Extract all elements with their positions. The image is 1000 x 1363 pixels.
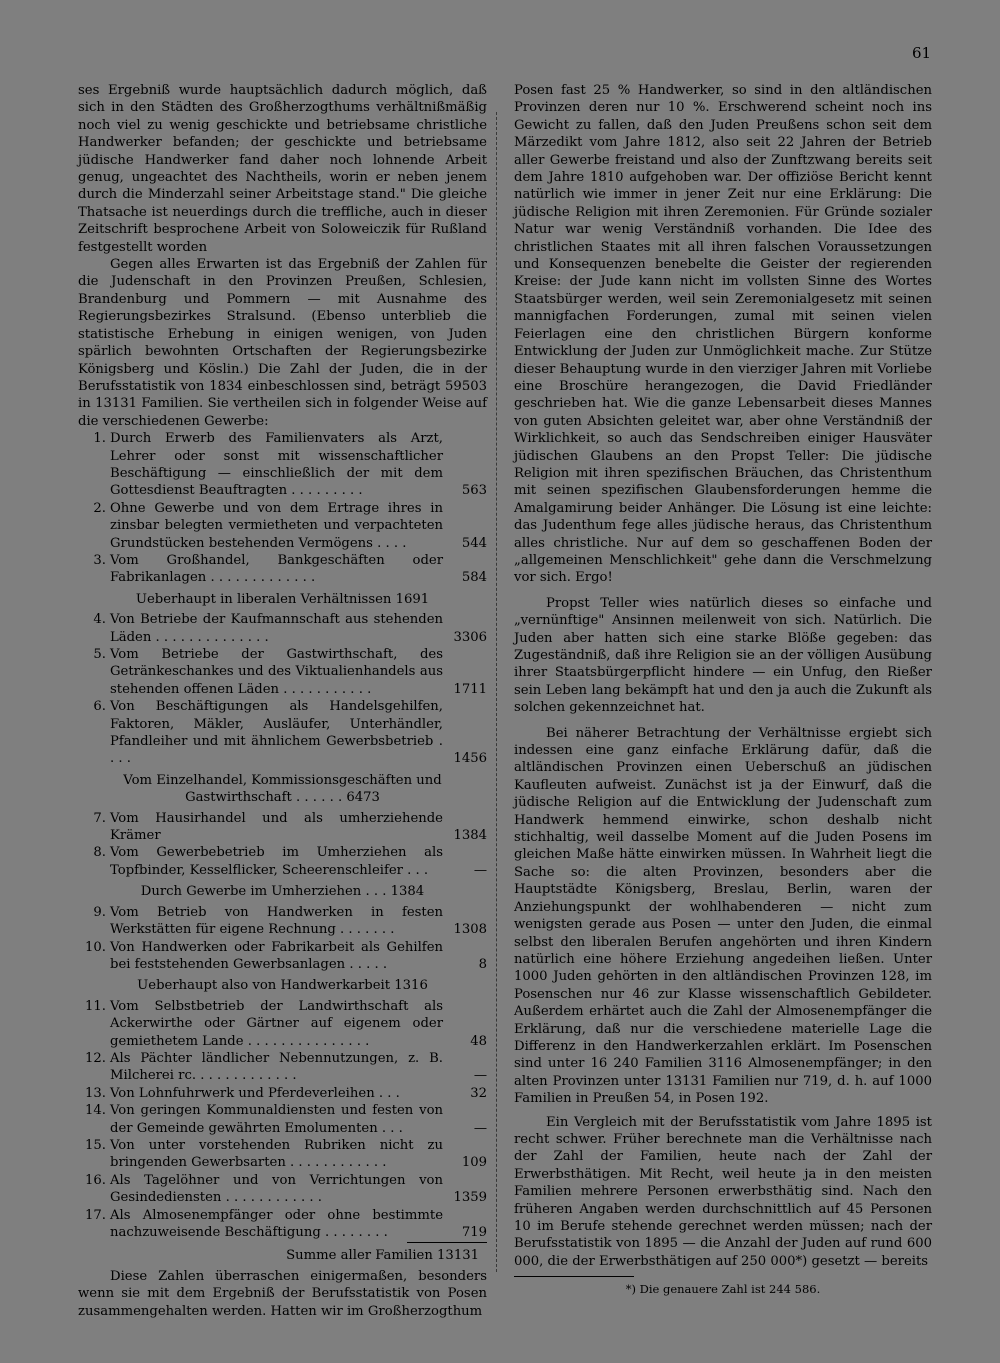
item-text: Vom Hausirhandel und als umherziehende Krämer [110,810,443,844]
item-value: 3306 [453,629,487,645]
item-text: Als Tagelöhner und von Verrichtungen von Gesindediensten . . . . . . . . . . . . [110,1172,443,1206]
item-number: 16. [85,1172,106,1188]
item-number: 15. [85,1137,106,1153]
item-value: 109 [461,1155,487,1171]
item-value: 1384 [453,828,487,844]
subtotal-liberal: Ueberhaupt in liberalen Verhältnissen 1691 [135,591,430,607]
item-number: 1. [93,431,106,447]
subtotal-trade-heading: Vom Einzelhandel, Kommissionsgeschäften und [123,772,442,788]
subtotal-handicraft: Ueberhaupt also von Handwerkarbeit 1316 [137,978,428,994]
sum-rule [407,1242,487,1243]
item-number: 10. [85,939,106,955]
right-paragraph-2: Propst Teller wies natürlich dieses so einfache und „vernünftige" Ansinnen meilenweit von sich. Natürlich. Die Juden aber hatten sich eine starke Blöße gegeben: das Zugeständniß, daß ihre Religion sie an der völligen Ausübung ihrer Staatsbürgerpflicht hindere — ein Unfug, den Rießer sein Leben lang bekämpft hat und den ja auch die Zukunft als solchen gekennzeichnet hat. [514,595,932,716]
right-paragraph-4: Ein Vergleich mit der Berufsstatistik vom Jahre 1895 ist recht schwer. Früher berechnete man die Verhältnisse nach der Zahl der Familien, heute nach der Zahl der Erwerbsthätigen. Mit Recht, weil heute ja in den meisten Familien mehrere Personen erwerbsthätig sind. Nach den früheren Angaben werden durchschnittlich auf 45 Personen 10 im Berufe stehende gerechnet werden müssen; nach der Berufsstatistik von 1895 — die Anzahl der Juden auf rund 600 000, die der Erwerbsthätigen auf 250 000*) gesetzt — bereits [514,1114,932,1269]
list-item [78,1050,487,1085]
item-text: Durch Erwerb des Familienvaters als Arzt, Lehrer oder sonst mit wissenschaftlicher Beschäftigung — einschließlich der mit dem Gottesdienst Beauftragten . . . . . . . . . [110,431,443,499]
item-value: 1308 [453,922,487,938]
left-paragraph-1: ses Ergebniß wurde hauptsächlich dadurch möglich, daß sich in den Städten des Großherzogthums verhältnißmäßig noch viel zu wenig geschickte und betriebsame christliche Handwerker befanden; der geschickte und betriebsame jüdische Handwerker fand daher noch lohnende Arbeit genug, ungeachtet des Nachtheils, worin er neben jenem durch die Minderzahl seiner Arbeitstage stand." Die gleiche Thatsache ist neuerdings durch die treffliche, auch in dieser Zeitschrift besprochene Arbeit von Soloweiczik für Rußland festgestellt worden [78,83,487,255]
item-value: 48 [470,1033,487,1049]
item-number: 12. [85,1050,106,1066]
occupation-list-5 [78,998,487,1242]
item-text: Von Betriebe der Kaufmannschaft aus stehenden Läden . . . . . . . . . . . . . . [110,612,443,645]
item-value: 32 [470,1085,487,1101]
list-item [78,500,487,552]
list-item [78,998,487,1050]
item-value: 544 [461,535,487,551]
list-item [78,611,487,646]
item-number: 5. [93,647,106,662]
item-text: Vom Gewerbebetrieb im Umherziehen als Topfbinder, Kesselflicker, Scheerenschleifer . . . [110,845,443,878]
list-item [78,1172,487,1207]
item-number: 13. [85,1085,106,1101]
item-number: 6. [93,699,106,715]
subtotal-trade: Gastwirthschaft . . . . . . 6473 [185,790,380,806]
item-text: Als Almosenempfänger oder ohne bestimmte nachzuweisende Beschäftigung . . . . . . . . [110,1207,443,1240]
list-item [78,844,487,879]
list-item [78,904,487,939]
right-paragraph-1: Posen fast 25 % Handwerker, so sind in den altländischen Provinzen deren nur 10 %. Erschwerend scheint noch ins Gewicht zu fallen, daß den Juden Preußens schon seit dem Märzedikt vom Jahre 1812, also seit 22 Jahren der Betrieb aller Gewerbe freistand und also der Zunftzwang bereits seit dem Jahre 1810 aufgehoben war. Der offiziöse Bericht kennt natürlich wie immer in jener Zeit nur eine Erklärung: Die jüdische Religion mit ihren Zeremonien. Für Gründe sozialer Natur war wenig Verständniß vorhanden. Die Idee des christlichen Staates mit all ihren falschen Voraussetzungen und Konsequenzen benebelte die Geister der regierenden Kreise: der Jude kann nicht im vollsten Sinne des Wortes Staatsbürger werden, weil sein Zeremonialgesetz mit seinen mannigfachen Forderungen, zumal mit seinen vielen Feierlagen eine den christlichen Bürgern konforme Entwicklung der Juden zur Unmöglichkeit mache. Zur Stütze dieser Behauptung wurde in den vierziger Jahren mit Vorliebe eine Broschüre herangezogen, die David Friedländer geschrieben hat. Wie die ganze Lebensarbeit dieses Mannes von guten Absichten geleitet war, aber ohne Verständniß der Wirklichkeit, so auch das Sendschreiben einiger Hausväter jüdischen Glaubens an den Propst Teller: Die jüdische Religion mit ihren spezifischen Bräuchen, das Christenthum mit seinen spezifischen Glaubensforderungen hemme die Amalgamirung beider Anhänger. Die Lösung ist eine leichte: das Judenthum fege alles jüdische heraus, das Christenthum alles christliche. Nur auf dem so geschaffenen Boden der „allgemeinen Menschlichkeit" gehe dann die Verschmelzung vor sich. Ergo! [514,83,932,586]
item-number: 8. [93,845,106,861]
footnote-rule [514,1276,634,1277]
item-value: 1711 [453,681,487,697]
item-text: Vom Betriebe der Gastwirthschaft, des Getränkeschankes und des Viktualienhandels aus stehenden offenen Läden . . . . . . . . . . . [110,647,443,697]
column-divider [496,112,497,1272]
left-column [78,82,487,1320]
item-value: — [473,862,487,878]
item-number: 14. [85,1103,106,1119]
item-text: Von Lohnfuhrwerk und Pferdeverleihen . . . [110,1085,400,1101]
item-value: 8 [478,956,487,972]
item-text: Vom Selbstbetrieb der Landwirthschaft als Ackerwirthe oder Gärtner auf eigenem oder gemiethetem Lande . . . . . . . . . . . . . . . [110,998,443,1049]
occupation-list-4 [78,904,487,974]
item-value: 1359 [453,1190,487,1206]
list-item [78,1085,487,1102]
right-column [514,82,932,1299]
item-text: Ohne Gewerbe und von dem Ertrage ihres in zinsbar belegten vermietheten und verpachteten Grundstücken bestehenden Vermögens . . . . [110,500,443,551]
list-item [78,810,487,845]
occupation-list-2 [78,611,487,768]
item-value: — [473,1120,487,1136]
item-number: 9. [93,904,106,920]
item-text: Von unter vorstehenden Rubriken nicht zu bringenden Gewerbsarten . . . . . . . . . . . . [110,1137,443,1171]
page-number: 61 [912,44,932,62]
list-item [78,698,487,768]
item-text: Von Beschäftigungen als Handelsgehilfen, Faktoren, Mäkler, Ausläufer, Unterhändler, Pfandleiher und mit ähnlichem Gewerbsbetrieb . . . . [110,699,443,767]
item-value: 563 [461,483,487,499]
list-item [78,1102,487,1137]
left-paragraph-3: Diese Zahlen überraschen einigermaßen, besonders wenn sie mit dem Ergebniß der Berufsstatistik von Posen zusammengehalten werden. Hatten wir im Großherzogthum [78,1268,487,1319]
occupation-list-3 [78,810,487,880]
item-text: Von geringen Kommunaldiensten und festen von der Gemeinde gewährten Emolumenten . . . [110,1103,443,1136]
item-text: Als Pächter ländlicher Nebennutzungen, z. B. Milcherei rc. . . . . . . . . . . . . [110,1050,443,1084]
item-number: 4. [93,612,106,628]
item-value: 1456 [453,751,487,767]
total-families: Summe aller Familien 13131 [286,1248,479,1264]
list-item [78,1137,487,1172]
occupation-list-1 [78,430,487,587]
item-number: 11. [85,998,106,1014]
item-value: 584 [461,570,487,586]
left-paragraph-2: Gegen alles Erwarten ist das Ergebniß der Zahlen für die Judenschaft in den Provinzen Preußen, Schlesien, Brandenburg und Pommern — mit Ausnahme des Regierungsbezirkes Stralsund. (Ebenso unterblieb die statistische Erhebung in einigen wenigen, von Juden spärlich bewohnten Ortschaften der Regierungsbezirke Königsberg und Köslin.) Die Zahl der Juden, die in der Berufsstatistik von 1834 einbeschlossen sind, beträgt 59503 in 13131 Familien. Sie vertheilen sich in folgender Weise auf die verschiedenen Gewerbe: [78,257,487,429]
item-number: 3. [93,552,106,568]
list-item [78,1207,487,1242]
item-number: 2. [93,500,106,516]
subtotal-itinerant: Durch Gewerbe im Umherziehen . . . 1384 [140,884,425,900]
list-item [78,552,487,587]
list-item [78,646,487,698]
right-paragraph-3: Bei näherer Betrachtung der Verhältnisse ergiebt sich indessen eine ganz einfache Erklärung dafür, daß die altländischen Provinzen einen Ueberschuß an jüdischen Kaufleuten aufweist. Zunächst ist ja der Einwurf, daß die jüdische Religion auf die Entwicklung der Judenschaft zum Handwerk hemmend einwirke, schon deshalb nicht stichhaltig, weil dasselbe Moment auf die Juden Posens im gleichen Maße hätte einwirken müssen. In Wahrheit liegt die Sache so: die alten Provinzen, besonders aber die Hauptstädte Königsberg, Breslau, Berlin, waren der Anziehungspunkt der wohlhabenderen — nicht zum wenigsten gerade aus Posen — unter den Juden, die einmal selbst den liberalen Berufen angehörten und ihren Kindern natürlich eine höhere Erziehung angedeihen ließen. Unter 1000 Juden gehörten in den altländischen Provinzen 128, im Posenschen nur 46 zur Klasse wissenschaftlich Gebildeter. Außerdem erhärtet auch die Zahl der Almosenempfänger die Erklärung, daß nur die verschiedene materielle Lage die Differenz in den Handwerkerzahlen erklärt. Im Posenschen sind unter 16 240 Familien 3116 Almosenempfänger; in den alten Provinzen unter 13131 Familien nur 719, d. h. auf 1000 Familien in Preußen 54, in Posen 192. [514,725,932,1107]
item-value: 719 [461,1225,487,1240]
list-item [78,939,487,974]
item-text: Vom Betrieb von Handwerken in festen Werkstätten für eigene Rechnung . . . . . . . [110,904,443,938]
list-item [78,430,487,500]
item-value: — [473,1068,487,1084]
item-number: 17. [85,1207,106,1223]
item-number: 7. [93,810,106,826]
footnote: *) Die genauere Zahl ist 244 586. [625,1282,821,1297]
item-text: Von Handwerken oder Fabrikarbeit als Gehilfen bei feststehenden Gewerbsanlagen . . . . . [110,939,443,972]
item-text: Vom Großhandel, Bankgeschäften oder Fabrikanlagen . . . . . . . . . . . . . [110,552,443,586]
